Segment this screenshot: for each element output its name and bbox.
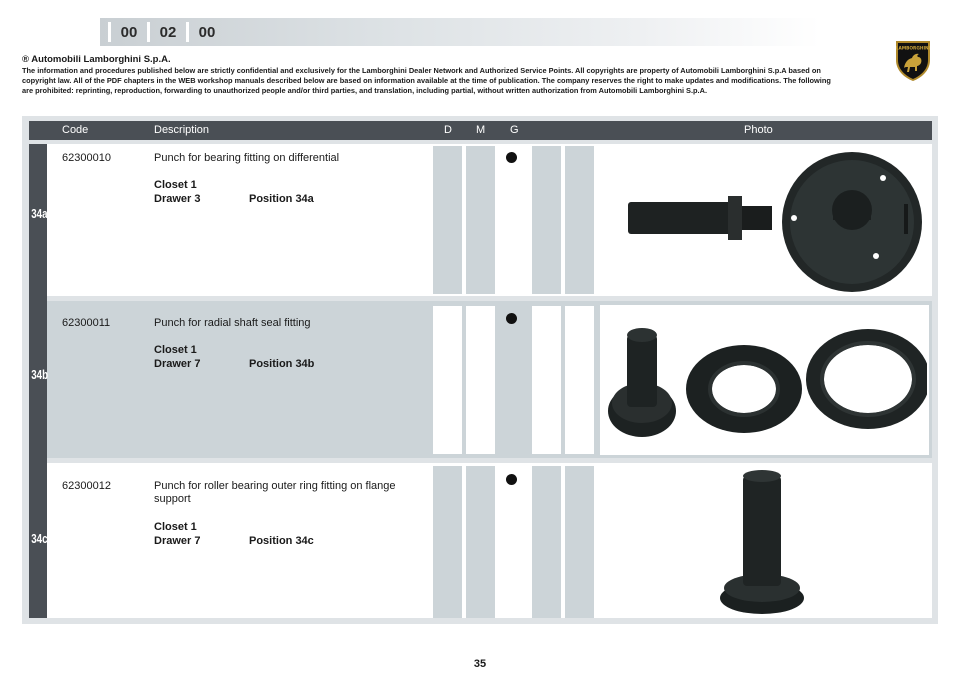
position-label: Position 34c xyxy=(249,535,314,547)
tool-location xyxy=(154,343,315,371)
section-code: 02 xyxy=(159,23,177,41)
tool-location xyxy=(154,178,314,206)
m-cell xyxy=(466,466,495,618)
d-cell xyxy=(433,466,462,618)
drawer-line xyxy=(154,534,314,548)
company-name: ® Automobili Lamborghini S.p.A. xyxy=(22,54,171,65)
d-cell xyxy=(433,306,462,454)
header-d: D xyxy=(444,124,452,136)
table-row xyxy=(29,301,932,458)
code-separator xyxy=(186,22,189,42)
tool-description: Punch for roller bearing outer ring fitting on flange support xyxy=(154,480,396,505)
tool-photo xyxy=(600,305,929,455)
tool-code: 62300012 xyxy=(62,480,111,492)
table-row xyxy=(29,144,932,296)
header-photo: Photo xyxy=(744,124,773,136)
tool-description: Punch for bearing fitting on differential xyxy=(154,152,340,164)
availability-dot xyxy=(506,474,517,485)
tool-code: 62300010 xyxy=(62,152,111,164)
closet-label: Closet 1 xyxy=(154,521,197,533)
closet-label: Closet 1 xyxy=(154,179,197,191)
code-separator xyxy=(108,22,111,42)
header-code: Code xyxy=(62,124,89,136)
header-g: G xyxy=(510,124,519,136)
lamborghini-bull-shield-icon xyxy=(893,38,933,82)
tool-description: Punch for radial shaft seal fitting xyxy=(154,317,311,329)
header-m: M xyxy=(476,124,486,136)
drawer-line xyxy=(154,357,315,371)
tool-table xyxy=(22,116,938,624)
drawer-label: Drawer 7 xyxy=(154,358,201,370)
availability-dot xyxy=(506,152,517,163)
page-number: 35 xyxy=(473,658,487,670)
row-side-marker xyxy=(29,144,47,301)
g-cell xyxy=(532,466,561,618)
drawer-line xyxy=(154,192,314,206)
position-label: Position 34a xyxy=(249,193,314,205)
chapter-code: 00 xyxy=(120,23,138,41)
table-row xyxy=(29,463,932,618)
logo-text: LAMBORGHINI xyxy=(895,46,931,52)
d-cell xyxy=(433,146,462,294)
extra-cell xyxy=(565,306,594,454)
g-cell xyxy=(532,146,561,294)
code-separator xyxy=(147,22,150,42)
tool-photo xyxy=(600,146,929,294)
extra-cell xyxy=(565,466,594,618)
table-header xyxy=(29,121,932,140)
g-cell xyxy=(532,306,561,454)
copyright-notice xyxy=(22,54,832,96)
position-label: Position 34b xyxy=(249,358,315,370)
closet-label: Closet 1 xyxy=(154,344,197,356)
row-label: 34b xyxy=(31,367,49,382)
row-label: 34c xyxy=(31,531,48,546)
extra-cell xyxy=(565,146,594,294)
drawer-label: Drawer 3 xyxy=(154,193,201,205)
notice-text: The information and procedures published below are strictly confidential and exclusively for the Lamborghini Dealer Network and Authorized Service Points. All copyrights are property of Automobili Lamborghini S.p.A based on copyright law. All of the PDF chapters in the WEB workshop manuals described below are based on information available at the time of publication. The company reserves the right to make updates and modifications. The following are prohibited: reprinting, reproduction, forwarding to unauthorized people and/or third parties, and translation, including partial, without written authorization from Automobili Lamborghini S.p.A. xyxy=(22,66,831,95)
tool-location xyxy=(154,520,314,548)
row-side-marker xyxy=(29,301,47,463)
header-description: Description xyxy=(154,124,210,136)
availability-dot xyxy=(506,313,517,324)
drawer-label: Drawer 7 xyxy=(154,535,201,547)
tool-code: 62300011 xyxy=(62,317,111,329)
tool-photo xyxy=(600,466,929,616)
m-cell xyxy=(466,306,495,454)
subsection-code: 00 xyxy=(198,23,216,41)
m-cell xyxy=(466,146,495,294)
row-label: 34a xyxy=(31,206,48,221)
